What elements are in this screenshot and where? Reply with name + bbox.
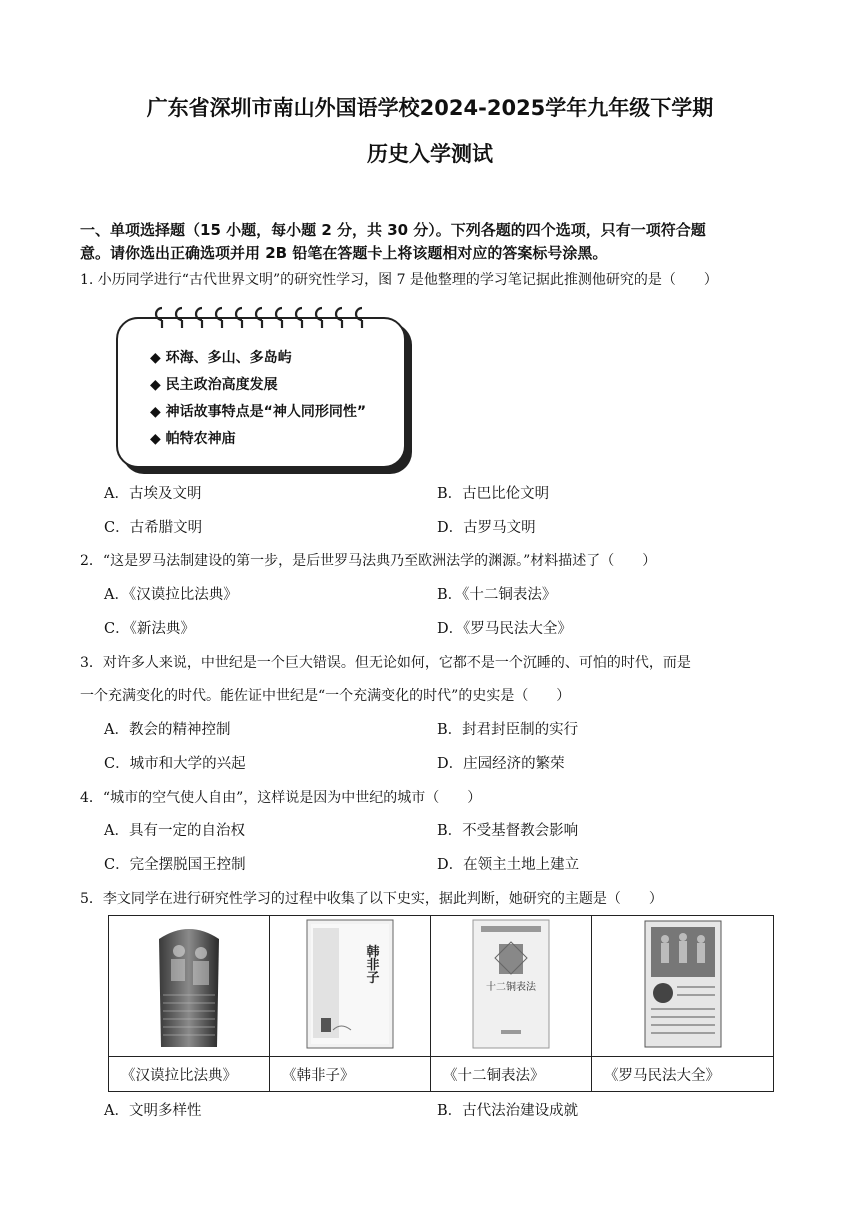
note-item: ◆ 帕特农神庙 [150,431,236,447]
note-item: ◆ 神话故事特点是“神人同形同性” [150,404,367,420]
manuscript-image [643,919,723,1049]
option-a[interactable]: A．文明多样性 [104,1103,202,1119]
option-c[interactable]: C．《新法典》 [104,621,195,637]
book-cover-image [305,918,395,1050]
option-b[interactable]: B．《十二铜表法》 [437,587,557,603]
caption-twelve-tables: 《十二铜表法》 [431,1057,592,1092]
question-5-stem: 5．李文同学在进行研究性学习的过程中收集了以下史实，据此判断，她研究的主题是（ ） [80,891,663,907]
book-cell [431,916,592,1057]
book-cell [270,916,431,1057]
source-table [108,915,774,1092]
question-3-stem-line-2: 一个充满变化的时代。能佐证中世纪是“一个充满变化的时代”的史实是（ ） [80,688,571,704]
option-d[interactable]: D．庄园经济的繁荣 [437,756,565,772]
option-a[interactable]: A．古埃及文明 [104,486,202,502]
option-a[interactable]: A．教会的精神控制 [104,722,231,738]
option-a[interactable]: A．《汉谟拉比法典》 [104,587,238,603]
option-a[interactable]: A．具有一定的自治权 [104,823,245,839]
option-c[interactable]: C．城市和大学的兴起 [104,756,246,772]
question-3-stem-line-1: 3．对许多人来说，中世纪是一个巨大错误。但无论如何，它都不是一个沉睡的、可怕的时代，而是 [80,655,691,671]
book-title: 韩非子 [363,944,379,984]
option-b[interactable]: B．古巴比伦文明 [437,486,550,502]
option-d[interactable]: D．在领主土地上建立 [437,857,580,873]
book-cover-image [471,918,551,1050]
stele-image [149,919,229,1049]
note-item: ◆ 民主政治高度发展 [150,377,278,393]
question-2-stem: 2．“这是罗马法制建设的第一步，是后世罗马法典乃至欧洲法学的渊源。”材料描述了（ ） [80,553,657,569]
book-title: 十二铜表法 [486,982,536,993]
question-1-stem: 1. 小历同学进行“古代世界文明”的研究性学习，图 7 是他整理的学习笔记据此推测他研究的是（ ） [80,272,718,288]
spiral-ring-icon [152,304,372,330]
note-item: ◆ 环海、多山、多岛屿 [150,350,292,366]
option-b[interactable]: B．不受基督教会影响 [437,823,579,839]
option-d[interactable]: D．古罗马文明 [437,520,536,536]
caption-hammurabi: 《汉谟拉比法典》 [109,1057,270,1092]
option-b[interactable]: B．古代法治建设成就 [437,1103,579,1119]
option-b[interactable]: B．封君封臣制的实行 [437,722,579,738]
stele-cell [109,916,270,1057]
title-line-1: 广东省深圳市南山外国语学校2024-2025学年九年级下学期 [146,96,714,120]
manuscript-cell [592,916,774,1057]
section-instruction-2: 意。请你选出正确选项并用 2B 铅笔在答题卡上将该题相对应的答案标号涂黑。 [80,244,608,262]
caption-corpus-juris: 《罗马民法大全》 [592,1057,774,1092]
option-c[interactable]: C．完全摆脱国王控制 [104,857,246,873]
caption-hanfeizi: 《韩非子》 [270,1057,431,1092]
option-c[interactable]: C．古希腊文明 [104,520,203,536]
title-line-2: 历史入学测试 [367,142,493,166]
study-note-card [116,317,406,468]
section-instruction-1: 一、单项选择题（15 小题，每小题 2 分，共 30 分）。下列各题的四个选项，只有一项符合题 [80,221,706,239]
question-4-stem: 4．“城市的空气使人自由”，这样说是因为中世纪的城市（ ） [80,790,482,806]
option-d[interactable]: D．《罗马民法大全》 [437,621,572,637]
